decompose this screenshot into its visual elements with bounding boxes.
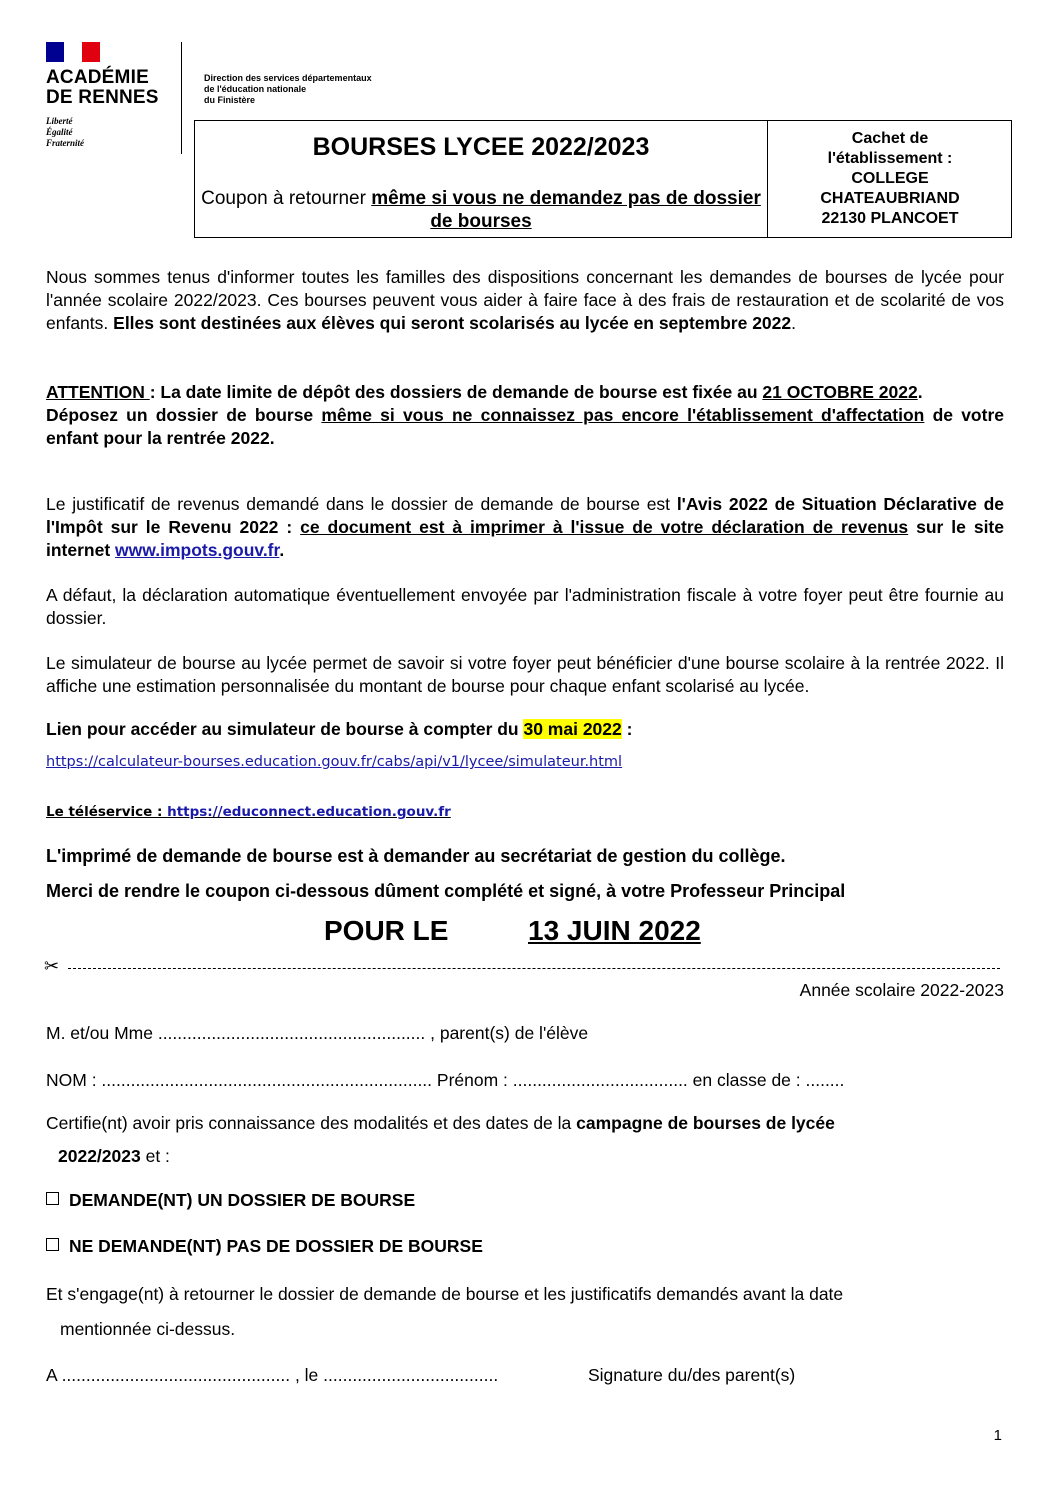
- income-end: .: [279, 540, 285, 560]
- certification-emphasis: campagne de bourses de lycée: [576, 1113, 835, 1133]
- deposit-end: de votre enfant pour la rentrée 2022.: [46, 405, 1004, 448]
- teleservice-link[interactable]: https://educonnect.education.gouv.fr: [167, 804, 451, 820]
- option-no-request-label: NE DEMANDE(NT) PAS DE DOSSIER DE BOURSE: [69, 1236, 483, 1256]
- merci-line: Merci de rendre le coupon ci-dessous dûment complété et signé, à votre Professeur Principal: [46, 881, 846, 901]
- pour-le-label: POUR LE: [324, 915, 449, 946]
- simulator-intro-end: :: [621, 719, 633, 739]
- income-text: Le justificatif de revenus demandé dans le dossier de demande de bourse est: [46, 494, 677, 514]
- impots-link[interactable]: www.impots.gouv.fr: [115, 540, 280, 560]
- option-request-label: DEMANDE(NT) UN DOSSIER DE BOURSE: [69, 1190, 416, 1210]
- header-divider: [181, 42, 182, 154]
- certification-end: et :: [140, 1146, 170, 1166]
- engagement-line1: Et s'engage(nt) à retourner le dossier de demande de bourse et les justificatifs demandés avant la date: [46, 1284, 844, 1304]
- simulator-link[interactable]: https://calculateur-bourses.education.gouv.fr/cabs/api/v1/lycee/simulateur.html: [46, 754, 623, 770]
- deadline-paragraph: [46, 381, 1004, 450]
- french-flag-logo: [46, 42, 100, 62]
- certification-start: Certifie(nt) avoir pris connaissance des modalités et des dates de la: [46, 1113, 577, 1133]
- motto-egalite: Égalité: [46, 127, 73, 137]
- income-site-text: sur le site internet: [46, 517, 1004, 560]
- dsden-label: [204, 73, 372, 106]
- signature-label: Signature du/des parent(s): [588, 1365, 796, 1385]
- motto-fraternite: Fraternité: [46, 138, 85, 148]
- page-number: 1: [993, 1427, 1002, 1444]
- deadline-text: : La date limite de dépôt des dossiers de demande de bourse est fixée au: [149, 382, 763, 402]
- teleservice-line: [46, 804, 451, 820]
- intro-end: .: [791, 313, 796, 333]
- academie-logo-text: [46, 68, 159, 108]
- republic-motto: [46, 116, 84, 149]
- simulator-link-intro: [46, 718, 1004, 741]
- deadline-date: 21 OCTOBRE 2022: [762, 382, 918, 402]
- certification-text-line2: [58, 1145, 170, 1168]
- stamp-line: CHATEAUBRIAND: [820, 190, 960, 207]
- dsden-line: de l'éducation nationale: [204, 84, 307, 94]
- subtitle-prefix: Coupon à retourner: [201, 188, 372, 209]
- place-date-field: A ............................................... , le ....................................: [46, 1365, 499, 1385]
- stamp-line: 22130 PLANCOET: [821, 210, 959, 227]
- parents-field: M. et/ou Mme ....................................................... , parent(s) de l'élève: [46, 1023, 589, 1043]
- stamp-line: COLLEGE: [851, 170, 929, 187]
- intro-paragraph: [46, 266, 1004, 335]
- cut-line: [68, 968, 1000, 969]
- engagement-line2: mentionnée ci-dessus.: [60, 1319, 236, 1339]
- deposit-emphasis: même si vous ne connaissez pas encore l'établissement d'affectation: [321, 405, 925, 425]
- simulator-date: 30 mai 2022: [523, 719, 622, 739]
- option-request[interactable]: [46, 1189, 415, 1212]
- stamp-line: Cachet de: [851, 130, 929, 147]
- dsden-line: du Finistère: [204, 95, 256, 105]
- academie-line1: ACADÉMIE: [46, 67, 149, 88]
- simulator-paragraph: Le simulateur de bourse au lycée permet de savoir si votre foyer peut bénéficier d'une bourse scolaire à la rentrée 2022. Il affiche une estimation personnalisée du montant de bourse pour chaque enfant scolarisé au lycée.: [46, 653, 1004, 696]
- deadline-end: .: [917, 382, 923, 402]
- income-paragraph: [46, 493, 1004, 562]
- school-year: Année scolaire 2022-2023: [799, 980, 1004, 1000]
- income-instruction: ce document est à imprimer à l'issue de votre déclaration de revenus: [300, 517, 909, 537]
- document-subtitle: [195, 187, 767, 233]
- intro-emphasis: Elles sont destinées aux élèves qui seront scolarisés au lycée en septembre 2022: [113, 313, 792, 333]
- deposit-text: Déposez un dossier de bourse: [46, 405, 322, 425]
- attention-label: ATTENTION: [46, 382, 150, 402]
- dsden-line: Direction des services départementaux: [204, 73, 372, 83]
- option-no-request[interactable]: [46, 1235, 483, 1258]
- intro-text: Nous sommes tenus d'informer toutes les familles des dispositions concernant les demandes de bourses de lycée pour l'année scolaire 2022/2023. Ces bourses peuvent vous aider à faire face à des frais de restauration et de scolarité de vos enfants.: [46, 267, 1004, 333]
- return-date: 13 JUIN 2022: [528, 915, 701, 946]
- academie-line2: DE RENNES: [46, 87, 159, 108]
- subtitle-emphasis: même si vous ne demandez pas de dossier de bourses: [371, 188, 761, 232]
- certification-year: 2022/2023: [58, 1146, 141, 1166]
- checkbox-request[interactable]: [46, 1192, 59, 1205]
- scissors-icon: ✂: [44, 956, 60, 976]
- certification-text: [46, 1112, 835, 1135]
- motto-liberte: Liberté: [46, 116, 73, 126]
- simulator-intro-text: Lien pour accéder au simulateur de bourse à compter du: [46, 719, 524, 739]
- checkbox-no-request[interactable]: [46, 1238, 59, 1251]
- income-document: l'Avis 2022 de Situation Déclarative de l'Impôt sur le Revenu 2022 :: [46, 494, 1004, 537]
- imprime-line: L'imprimé de demande de bourse est à demander au secrétariat de gestion du collège.: [46, 846, 786, 866]
- stamp-line: l'établissement :: [827, 150, 953, 167]
- default-paragraph: A défaut, la déclaration automatique éventuellement envoyée par l'administration fiscale à votre foyer peut être fournie au dossier.: [46, 585, 1004, 628]
- document-title: BOURSES LYCEE 2022/2023: [312, 133, 650, 161]
- student-name-field: NOM : .................................................................... Prénom : .................................... en classe de : ........: [46, 1070, 845, 1090]
- establishment-stamp: [768, 129, 1012, 229]
- title-box: [194, 120, 1012, 238]
- teleservice-label: Le téléservice :: [46, 804, 168, 820]
